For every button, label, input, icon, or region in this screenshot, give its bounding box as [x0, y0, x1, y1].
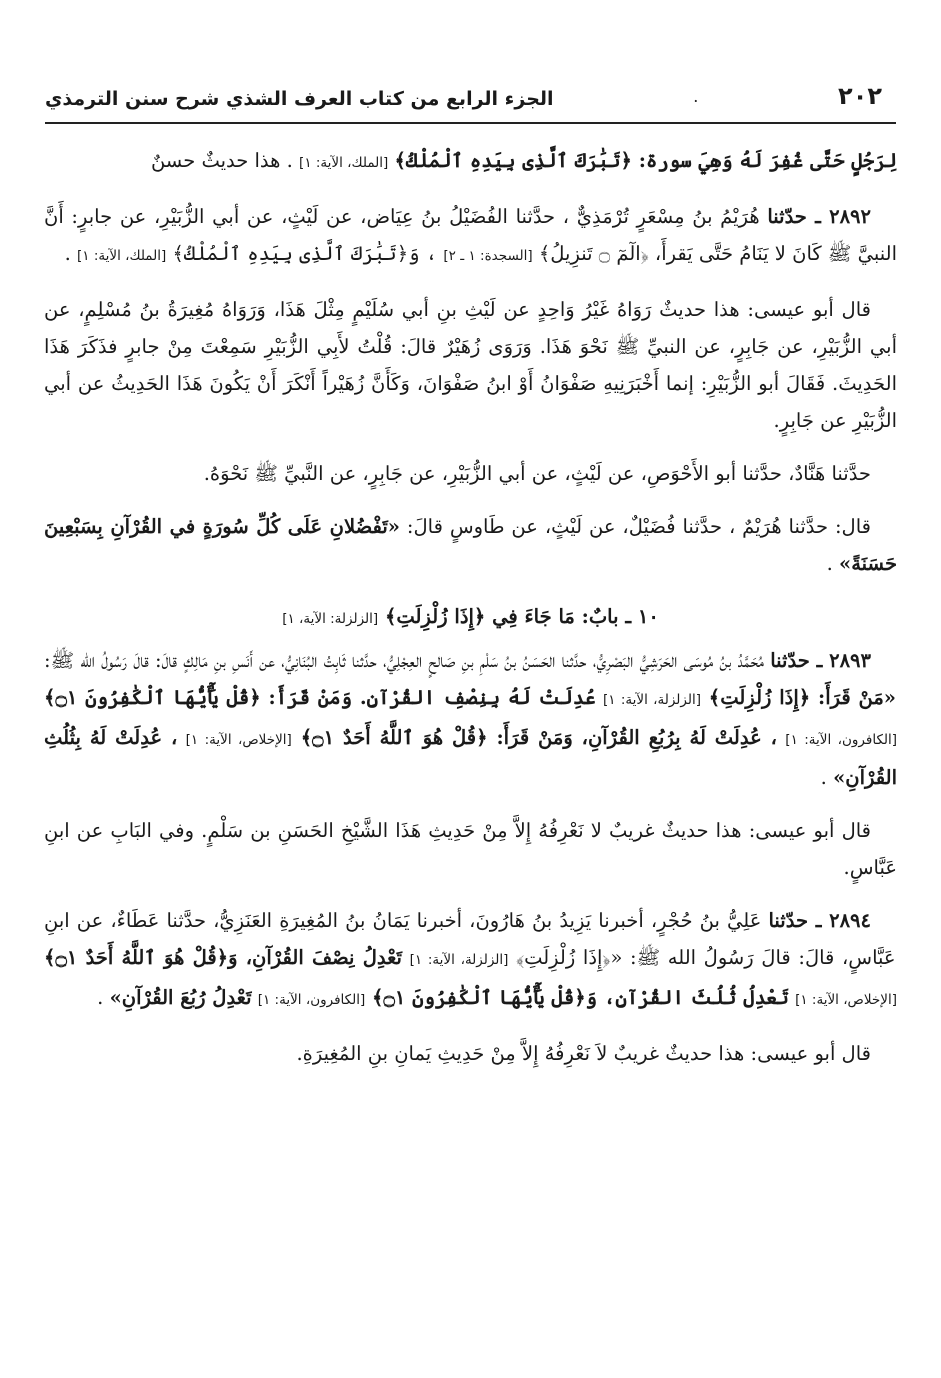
verse-reference: [الكافرون، الآية: ١]: [257, 992, 366, 1008]
hadith-text: ، وَ﴿تَبَٰرَكَ ٱلَّذِى بِيَدِهِ ٱلْمُلْكُ﴾: [166, 242, 438, 265]
tawus-paragraph: [44, 508, 897, 582]
verse-reference: [السجدة: ١ ـ ٢]: [443, 248, 533, 264]
verse-reference: [الزلزلة، الآية: ١]: [602, 692, 701, 708]
verse-reference: [الملك، الآية: ١]: [299, 155, 389, 171]
verse-reference: [الكافرون، الآية: ١]: [785, 732, 898, 748]
chapter-heading: [44, 598, 897, 638]
hadith-text: هُرَيْمُ بنُ مِسْعَرٍ تُرْمَذِيٌّ ، حدَّثنا الفُضَيْلُ بنُ عِيَاض، عن لَيْثٍ، عن أبي الزُّبَيْرِ، عن جابرٍ: أَنَّ النبيَّ ﷺ كَانَ لا يَنَامُ حَتَّى يَقرأَ، ﴿الٓمٓ ۝ تَنزِيلُ﴾: [44, 205, 897, 265]
running-title: الجزء الرابع من كتاب العرف الشذي شرح سنن الترمذي: [45, 88, 554, 110]
page-number: ٢٠٢: [838, 82, 882, 110]
paragraph-text: قال: حدَّثنا هُرَيْمٌ ، حدَّثنا فُضَيْلٌ، عن لَيْثٍ، عن طَاوسٍ قالَ:: [399, 515, 871, 538]
quote-text: ، عُدِلَتْ لَهُ بِرُبُعِ القُرْآنِ، وَمَنْ قَرَأَ: ﴿قُلْ هُوَ ٱللَّهُ أَحَدٌ ۝١﴾: [291, 726, 777, 749]
chain-paragraph: حدَّثنا هَنَّادٌ، حدَّثنا أبو الأَحْوَصِ، عن لَيْثٍ، عن أبي الزُّبَيْرِ، عن جَابِرٍ، عن النَّبيِّ ﷺ نَحْوَهُ.: [203, 462, 871, 485]
page-header: [45, 72, 896, 120]
commentary-paragraph: قال أبو عيسى: هذا حديثٌ غريبٌ لا نَعْرِفُهُ إِلاَّ مِنْ حَدِيثِ هَذَا الشَّيْخِ الحَسَنِ بن سَلْمٍ. وفي البَابِ عن ابنِ عَبَّاسٍ.: [44, 819, 897, 879]
page-body: [44, 142, 897, 1088]
hadith-text: عَلِيُّ بنُ حُجْرٍ، أخبرنا يَزِيدُ بنُ هَارُونَ، أخبرنا يَمَانُ بنُ المُغِيرَةِ العَنَزِيُّ، حدَّثنا عَطَاءٌ، عن ابنِ عَبَّاسٍ، قالَ: قالَ رَسُولُ الله ﷺ: «﴿إِذَا زُلْزِلَتِ﴾: [44, 909, 896, 969]
quote-text: تَعْدِلُ ثُلُثَ القُرْآنِ، وَ﴿قُلْ يَٰٓأَيُّهَا ٱلْكَٰفِرُونَ ۝١﴾: [365, 986, 789, 1009]
verse-reference: [الإخلاص، الآية: ١]: [795, 992, 897, 1008]
header-rule: [45, 122, 896, 124]
quote-text: تَعْدِلُ رُبُعَ القُرْآنِ»: [109, 986, 252, 1009]
quote-text: «تَفْضُلانِ عَلَى كُلِّ سُورَةٍ في القُرْآنِ بِسَبْعِينَ حَسَنَةً»: [44, 515, 897, 575]
hadith-text: .: [820, 766, 827, 789]
header-dot: .: [693, 87, 699, 106]
hadith-text: .: [64, 242, 71, 265]
quote-text: ، عُدِلَتْ لَهُ بِثُلُثِ القُرْآنِ»: [44, 726, 897, 789]
paragraph-text: .: [826, 552, 833, 575]
verse-reference: [الإخلاص، الآية: ١]: [185, 732, 292, 748]
paragraph-text: . هذا حديثٌ حسنٌ: [150, 149, 293, 172]
chapter-title: ١٠ ـ بابٌ: مَا جَاءَ فِي ﴿إِذَا زُلْزِلَتِ﴾: [378, 605, 659, 628]
commentary-paragraph: قال أبو عيسى: هذا حديثٌ غريبٌ لاَ نَعْرِفُهُ إِلاَّ مِنْ حَدِيثِ يَمانِ بنِ المُغِيرَةِ.: [296, 1042, 871, 1065]
hadith-2894: [44, 902, 897, 1019]
quote-text: «مَنْ قَرَأَ: ﴿إِذَا زُلْزِلَتِ﴾: [701, 686, 896, 709]
hadith-2892: [44, 198, 897, 275]
hadith-number: ٢٨٩٢ ـ حدّثنا: [767, 205, 872, 228]
verse-reference: [الملك، الآية: ١]: [76, 248, 167, 264]
verse-reference: [الزلزلة، الآية: ١]: [409, 952, 509, 968]
hadith-text: مُحَمَّدُ بنُ مُوسَى الحَرَشِيُّ البَصْرِيُّ، حدَّثنا الحَسَنُ بنُ سَلْمِ بنِ صَالحٍ العِجْلِيُّ، حدَّثنا ثَابِتُ البُنَانِيُّ، عن أَنَسِ بنِ مَالِكٍ قالَ: قالَ رَسُولُ الله ﷺ:: [44, 649, 765, 672]
paragraph-continuation: [44, 142, 897, 182]
hadith-number: ٢٨٩٤ ـ حدّثنا: [768, 909, 872, 932]
verse-reference: [الزلزلة: الآية، ١]: [282, 611, 379, 627]
hadith-number: ٢٨٩٣ ـ حدّثنا: [770, 649, 871, 672]
commentary-paragraph: قال أبو عيسى: هذا حديثٌ رَوَاهُ غَيْرُ وَاحِدٍ عن لَيْثِ بنِ أبي سُلَيْمٍ مِثْلَ هَذَا، وَرَوَاهُ مُغِيرَةُ بنُ مُسْلِمٍ، عن أبي الزُّبَيْرِ، عن جَابِرٍ، عن النبيِّ ﷺ نَحْوَ هَذَا. وَرَوَى زُهَيْرٌ قالَ: قُلْتُ لأَبِي الزُّبَيْرِ سَمِعْتَ مِنْ جابرٍ فذَكَرَ هَذَا الحَدِيثَ. فَقَالَ أبو الزُّبَيْرِ: إنما أَخْبَرَنِيهِ صَفْوَانُ أَوْ ابنُ صَفْوَانَ، وَكَأَنَّ زُهَيْراً أَنْكَرَ أَنْ يَكُونَ هَذَا الحَدِيثُ عن أبي الزُّبَيْرِ عن جَابِرٍ.: [44, 298, 897, 432]
hadith-text: .: [97, 986, 104, 1009]
verse-text: لِرَجُلٍ حَتَّى غُفِرَ لَهُ وَهِيَ سورة: ﴿تَبَٰرَكَ ٱلَّذِى بِيَدِهِ ٱلْمُلْكُ﴾: [394, 149, 897, 172]
quote-text: تَعْدِلُ نِصْفَ القُرْآنِ، وَ﴿قُلْ هُوَ ٱللَّهُ أَحَدٌ ۝١﴾: [44, 946, 402, 969]
quote-text: عُدِلَتْ لَهُ بِنِصْفِ القُرْآنِ. وَمَنْ قَرَأَ: ﴿قُلْ يَٰٓأَيُّهَا ٱلْكَٰفِرُونَ ۝١﴾: [44, 686, 596, 709]
hadith-2893: [44, 642, 897, 796]
